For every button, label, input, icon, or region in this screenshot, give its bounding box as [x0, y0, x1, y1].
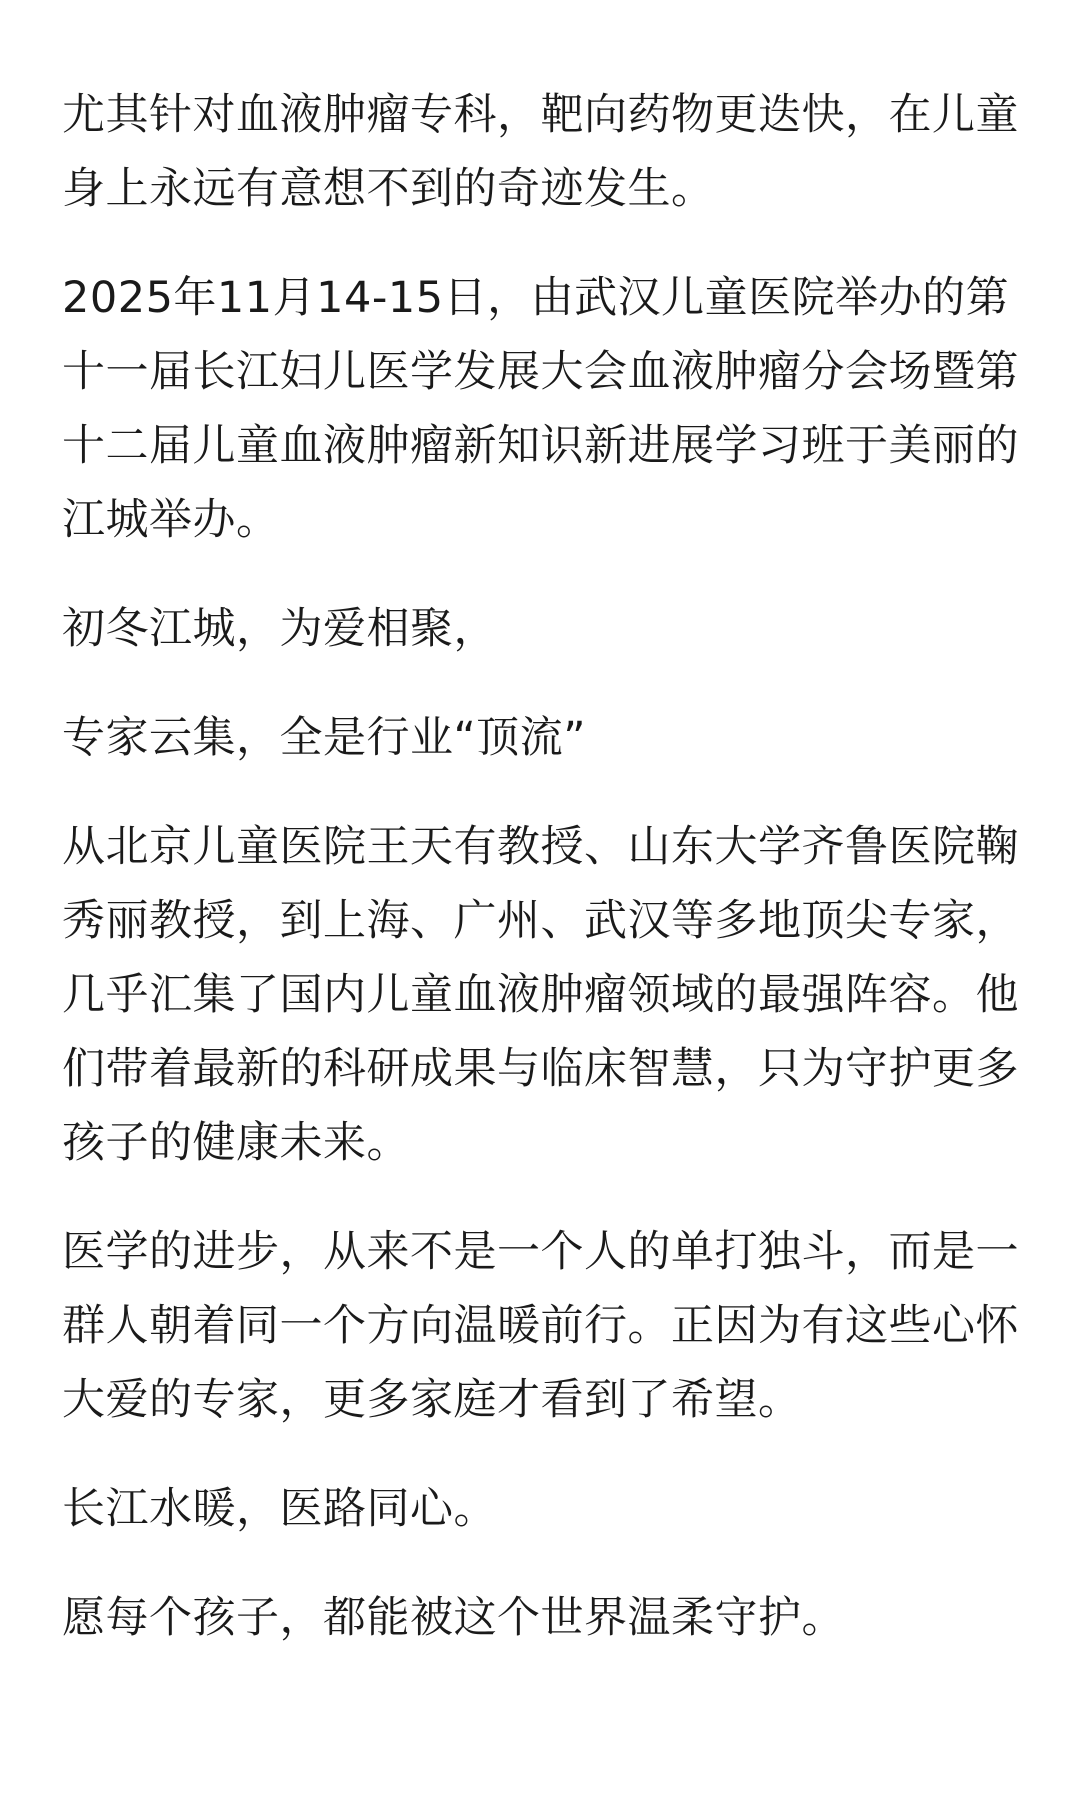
- paragraph-wish: 愿每个孩子，都能被这个世界温柔守护。: [62, 1593, 845, 1643]
- paragraph-medical-miracle: 尤其针对血液肿瘤专科，靶向药物更迭快，在儿童身上永远有意想不到的奇迹发生。: [62, 90, 1019, 214]
- article-body: [62, 78, 1022, 1690]
- paragraph-experts-gather: 专家云集，全是行业“顶流”: [62, 713, 587, 763]
- paragraph-conference-info: 2025年11月14-15日，由武汉儿童医院举办的第十一届长江妇儿医学发展大会血液肿瘤分会场暨第十二届儿童血液肿瘤新知识新进展学习班于美丽的江城举办。: [62, 273, 1019, 545]
- paragraph-yangtze-warm: 长江水暖，医路同心。: [62, 1484, 497, 1534]
- paragraph-expert-lineup: 从北京儿童医院王天有教授、山东大学齐鲁医院鞠秀丽教授，到上海、广州、武汉等多地顶尖专家，几乎汇集了国内儿童血液肿瘤领域的最强阵容。他们带着最新的科研成果与临床智慧，只为守护更多孩子的健康未来。: [62, 822, 1019, 1168]
- paragraph-medical-progress: 医学的进步，从来不是一个人的单打独斗，而是一群人朝着同一个方向温暖前行。正因为有这些心怀大爱的专家，更多家庭才看到了希望。: [62, 1227, 1019, 1425]
- paragraph-early-winter: 初冬江城，为爱相聚，: [62, 604, 497, 654]
